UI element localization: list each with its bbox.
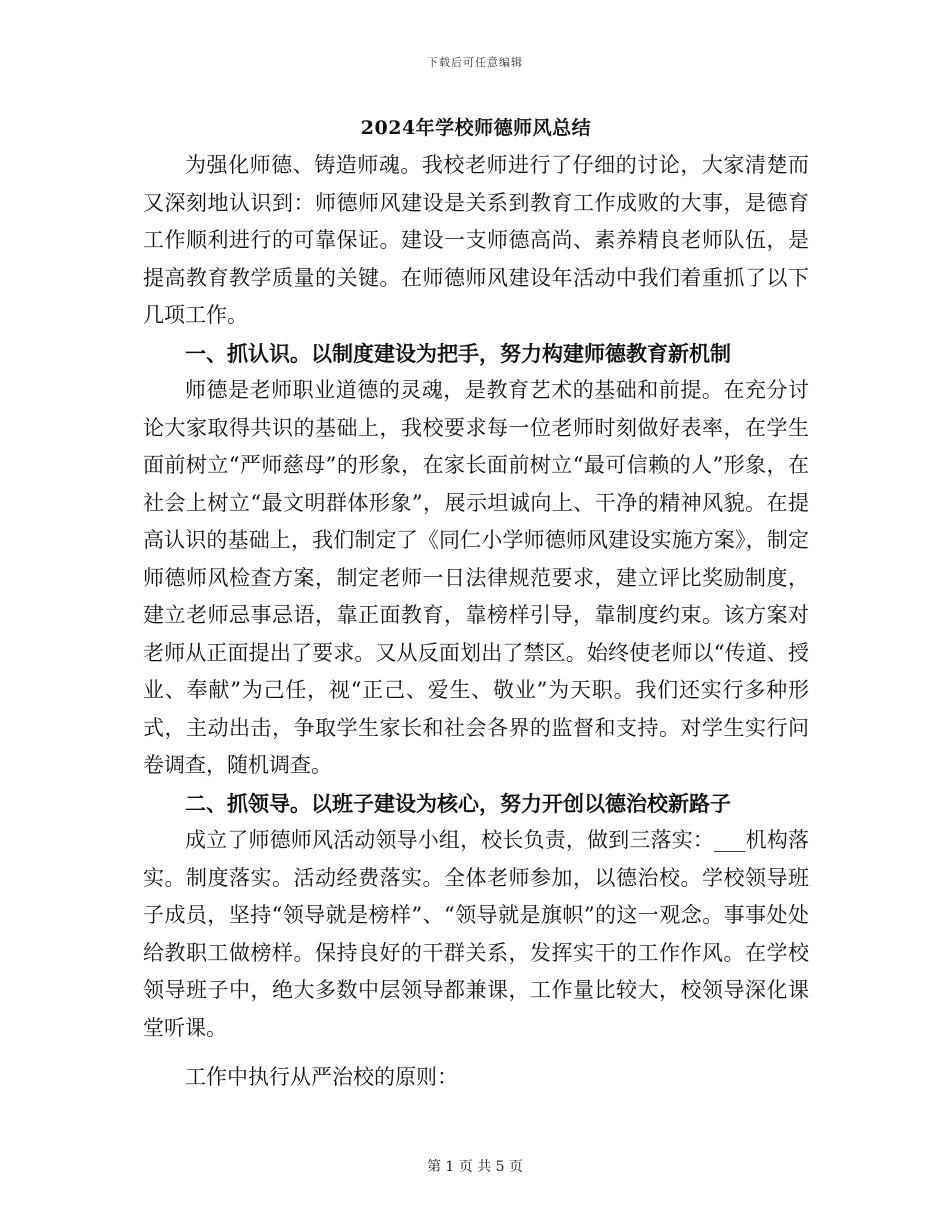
section-2-heading: 二、抓领导。以班子建设为核心，努力开创以德治校新路子 bbox=[185, 790, 731, 816]
section-1-heading: 一、抓认识。以制度建设为把手，努力构建师德教育新机制 bbox=[185, 340, 731, 366]
intro-paragraph: 为强化师德、铸造师魂。我校老师进行了仔细的讨论，大家清楚而又深刻地认识到：师德师风建设是关系到教育工作成败的大事，是德育工作顺利进行的可靠保证。建设一支师德高尚、素养精良老师队伍，是提高教育教学质量的关键。在师德师风建设年活动中我们着重抓了以下几项工作。 bbox=[143, 153, 809, 327]
closing-line: 工作中执行从严治校的原则： bbox=[185, 1065, 458, 1089]
document-title: 2024年学校师德师风总结 bbox=[360, 117, 592, 139]
page-number: 第 1 页 共 5 页 bbox=[426, 1159, 524, 1175]
section-2-paragraph: 成立了师德师风活动领导小组，校长负责，做到三落实：___机构落实。制度落实。活动经费落实。全体老师参加，以德治校。学校领导班子成员，坚持“领导就是榜样”、“领导就是旗帜”的这一观念。事事处处给教职工做榜样。保持良好的干群关系，发挥实干的工作作风。在学校领导班子中，绝大多数中层领导都兼课，工作量比较大，校领导深化课堂听课。 bbox=[143, 828, 809, 1040]
document-body bbox=[143, 109, 809, 1097]
section-1-paragraph: 师德是老师职业道德的灵魂，是教育艺术的基础和前提。在充分讨论大家取得共识的基础上，我校要求每一位老师时刻做好表率，在学生面前树立“严师慈母”的形象，在家长面前树立“最可信赖的人”形象，在社会上树立“最文明群体形象”，展示坦诚向上、干净的精神风貌。在提高认识的基础上，我们制定了《同仁小学师德师风建设实施方案》，制定师德师风检查方案，制定老师一日法律规范要求，建立评比奖励制度，建立老师忌事忌语，靠正面教育，靠榜样引导，靠制度约束。该方案对老师从正面提出了要求。又从反面划出了禁区。始终使老师以“传道、授业、奉献”为己任，视“正己、爱生、敬业”为天职。我们还实行多种形式，主动出击，争取学生家长和社会各界的监督和支持。对学生实行问卷调查，随机调查。 bbox=[143, 378, 809, 777]
page-header-note: 下载后可任意编辑 bbox=[427, 56, 523, 69]
